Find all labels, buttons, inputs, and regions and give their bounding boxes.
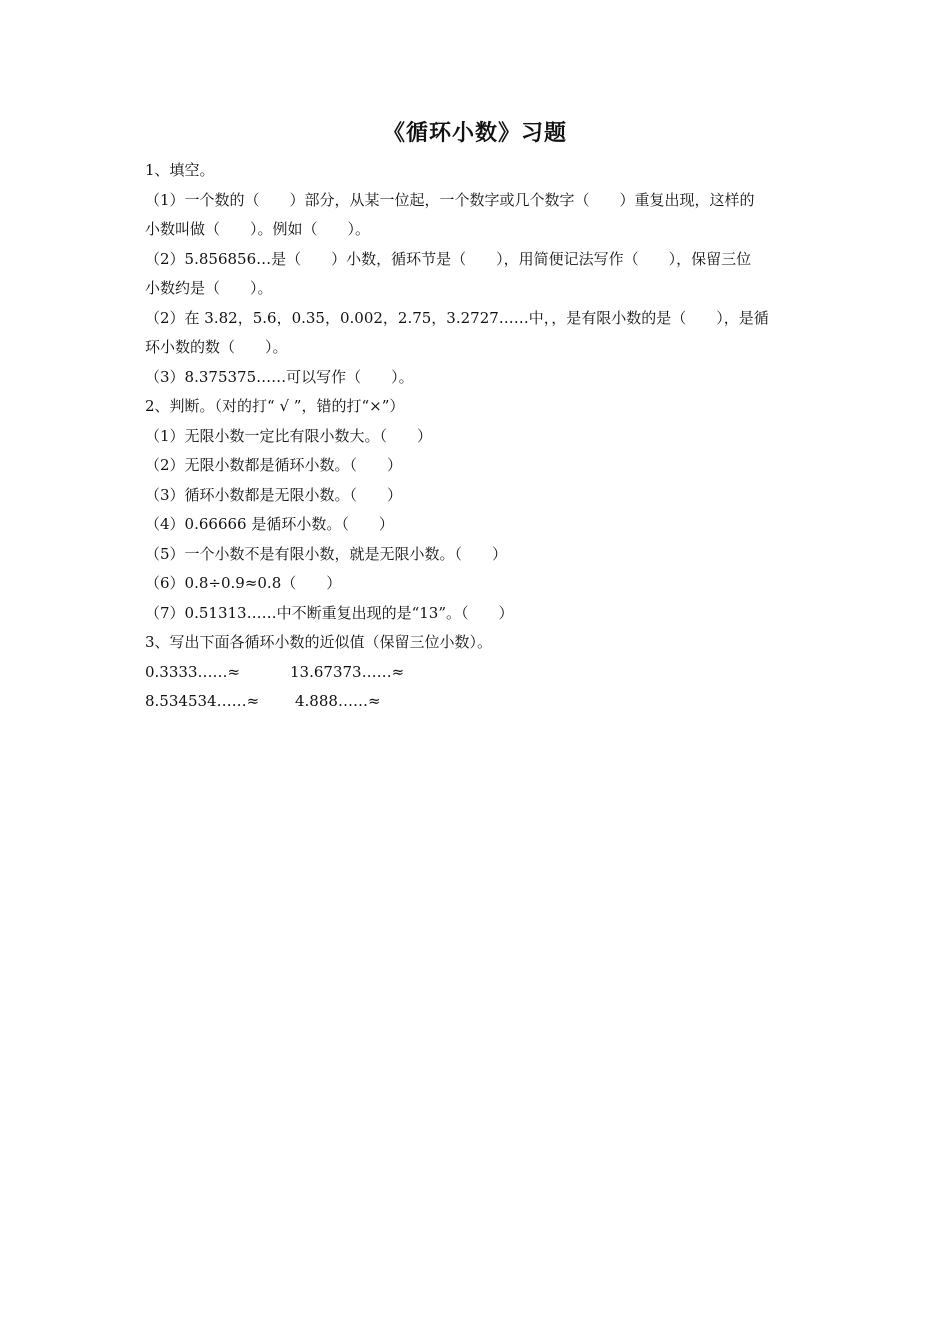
s2-item: （2）无限小数都是循环小数。（ ） xyxy=(145,456,403,474)
s2-item: （6）0.8÷0.9≈0.8（ ） xyxy=(145,574,342,592)
s1-q1-line2: 小数叫做（ ）。例如（ ）。 xyxy=(145,220,371,238)
s1-q1-line1: （1）一个数的（ ）部分，从某一位起，一个数字或几个数字（ ）重复出现，这样的 xyxy=(145,190,755,209)
s2-item: （4）0.66666 是循环小数。（ ） xyxy=(145,515,394,533)
s1-q4: （3）8.375375……可以写作（ ）。 xyxy=(145,367,414,386)
s1-q2-line2: 小数约是（ ）。 xyxy=(145,279,273,297)
section1-heading: 1、填空。 xyxy=(145,161,215,179)
approx-item: 4.888……≈ xyxy=(295,692,381,710)
approx-item: 8.534534……≈ xyxy=(145,692,260,710)
s2-item: （1）无限小数一定比有限小数大。（ ） xyxy=(145,426,433,445)
approx-item: 0.3333……≈ xyxy=(145,662,241,681)
section3-heading: 3、写出下面各循环小数的近似值（保留三位小数）。 xyxy=(145,633,493,651)
page-title: 《循环小数》习题 xyxy=(382,120,567,146)
s2-item: （7）0.51313……中不断重复出现的是“13”。（ ） xyxy=(145,603,514,622)
worksheet-content xyxy=(145,156,810,717)
approx-row-1 xyxy=(145,658,810,688)
approx-row-2 xyxy=(145,687,810,717)
s2-item: （5）一个小数不是有限小数，就是无限小数。（ ） xyxy=(145,544,508,563)
approx-item: 13.67373……≈ xyxy=(290,662,405,681)
s1-q3-line1: （2）在 3.82，5.6，0.35，0.002，2.75，3.2727……中，，是有限小数的是（ ），是循 xyxy=(145,308,769,327)
section2-heading: 2、判断。（对的打“ √ ”，错的打“×”） xyxy=(145,397,405,415)
s2-item: （3）循环小数都是无限小数。（ ） xyxy=(145,485,403,504)
s1-q3-line2: 环小数的数（ ）。 xyxy=(145,338,288,356)
s1-q2-line1: （2）5.856856…是（ ）小数，循环节是（ ），用简便记法写作（ ），保留三位 xyxy=(145,249,752,268)
